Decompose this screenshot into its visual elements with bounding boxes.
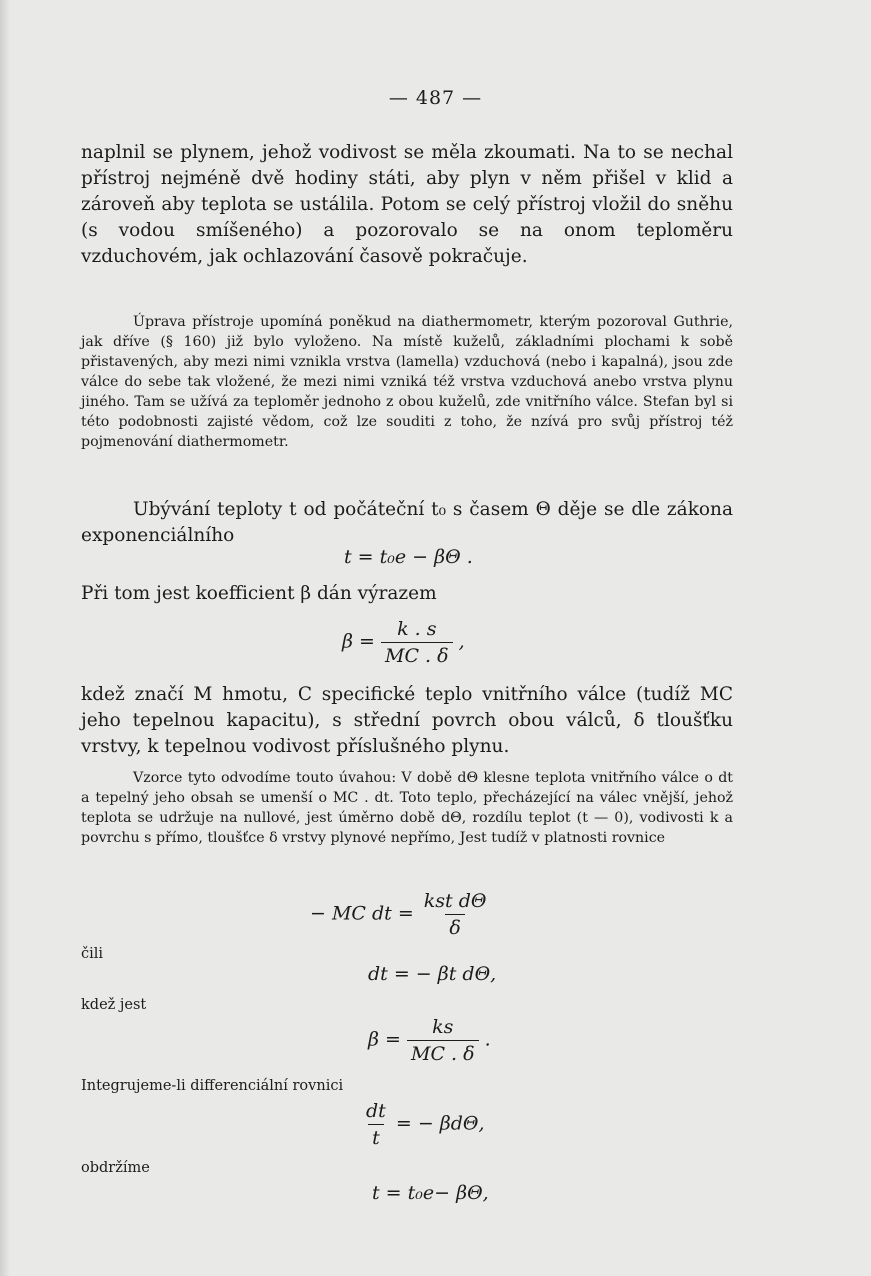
equation-tail: , xyxy=(458,630,465,653)
label-cili: čili xyxy=(81,946,104,962)
label-integrujeme: Integrujeme-li differenciální rovnici xyxy=(81,1078,344,1094)
fraction-heat xyxy=(420,890,491,939)
page-number: — 487 — xyxy=(388,87,483,109)
label-obdrzime: obdržíme xyxy=(81,1160,150,1176)
equation-beta-lhs: β = xyxy=(368,1028,401,1051)
fraction-beta xyxy=(381,618,453,667)
page-edge-shadow xyxy=(0,0,10,1276)
paragraph-6-small: Vzorce tyto odvodíme touto úvahou: V době dΘ klesne teplota vnitřního válce o dt a tepelný jeho obsah se umenší o MC . dt. Toto teplo, přecházející na válec vnější, jehož teplota se udržuje na nullové, jest úměrno době dΘ, rozdílu teplot (t — 0), vodivosti k a povrchu s přímo, tloušťce δ vrstvy plynové nepřímo, Jest tudíž v platnosti rovnice xyxy=(81,770,733,846)
paragraph-1: naplnil se plynem, jehož vodivost se měla zkoumati. Na to se nechal přístroj nejméně dvě hodiny státi, aby plyn v něm přišel v klid a zároveň aby teplota se ustálila. Potom se celý přístroj vložil do sněhu (s vodou smíšeného) a pozorovalo se na onom teploměru vzduchovém, jak ochlazování časově pokračuje. xyxy=(81,142,733,267)
equation-differential: dt = − βt dΘ, xyxy=(368,963,497,985)
equation-heat-balance xyxy=(310,890,490,939)
fraction-numerator: dt xyxy=(366,1100,386,1122)
equation-beta-lhs: β = xyxy=(342,630,375,653)
equation-integrate xyxy=(362,1100,485,1149)
fraction-denominator: MC . δ xyxy=(381,642,453,667)
paragraph-3: Ubývání teploty t od počáteční t₀ s časem Θ děje se dle zákona exponenciálního xyxy=(81,499,733,546)
paragraph-2-small: Úprava přístroje upomíná poněkud na diathermometr, kterým pozoroval Guthrie, jak dříve (§ 160) již bylo vyloženo. Na místě kuželů, základními plochami k sobě přistavených, aby mezi nimi vznikla vrstva (lamella) vzduchová (nebo i kapalná), jsou zde válce do sebe tak vložené, že mezi nimi vzniká též vrstva vzduchová anebo vrstva plynu jiného. Tam se užívá za teploměr jednoho z obou kuželů, zde vnitřního válce. Stefan byl si této podobnosti zajisté vědom, což lze souditi z toho, že nzívá pro svůj přístroj též pojmenování diathermometr. xyxy=(81,314,733,450)
fraction-numerator: kst dΘ xyxy=(423,890,487,912)
paragraph-5: kdež značí M hmotu, C specifické teplo vnitřního válce (tudíž MC jeho tepelnou kapacitu), s střední povrch obou válců, δ tloušťku vrstvy, k tepelnou vodivost příslušného plynu. xyxy=(81,684,733,757)
equation-beta-definition xyxy=(342,618,465,667)
fraction-dt-over-t xyxy=(362,1100,390,1149)
equation-tail: . xyxy=(484,1028,491,1051)
fraction-numerator: k . s xyxy=(397,618,437,640)
fraction-numerator: ks xyxy=(432,1016,454,1038)
equation-integrate-rhs: = − βdΘ, xyxy=(395,1112,485,1135)
equation-solution: t = t₀e− βΘ, xyxy=(372,1182,489,1204)
equation-exponential-law: t = t₀e − βΘ . xyxy=(344,546,473,568)
paragraph-4: Při tom jest koefficient β dán výrazem xyxy=(81,583,437,604)
equation-beta-repeat xyxy=(368,1016,491,1065)
label-kdez-jest: kdež jest xyxy=(81,997,147,1013)
fraction-beta-repeat xyxy=(407,1016,479,1065)
equation-heat-lhs: − MC dt = xyxy=(310,902,414,925)
fraction-denominator: MC . δ xyxy=(407,1040,479,1065)
fraction-denominator: δ xyxy=(445,914,464,939)
fraction-denominator: t xyxy=(368,1124,384,1149)
